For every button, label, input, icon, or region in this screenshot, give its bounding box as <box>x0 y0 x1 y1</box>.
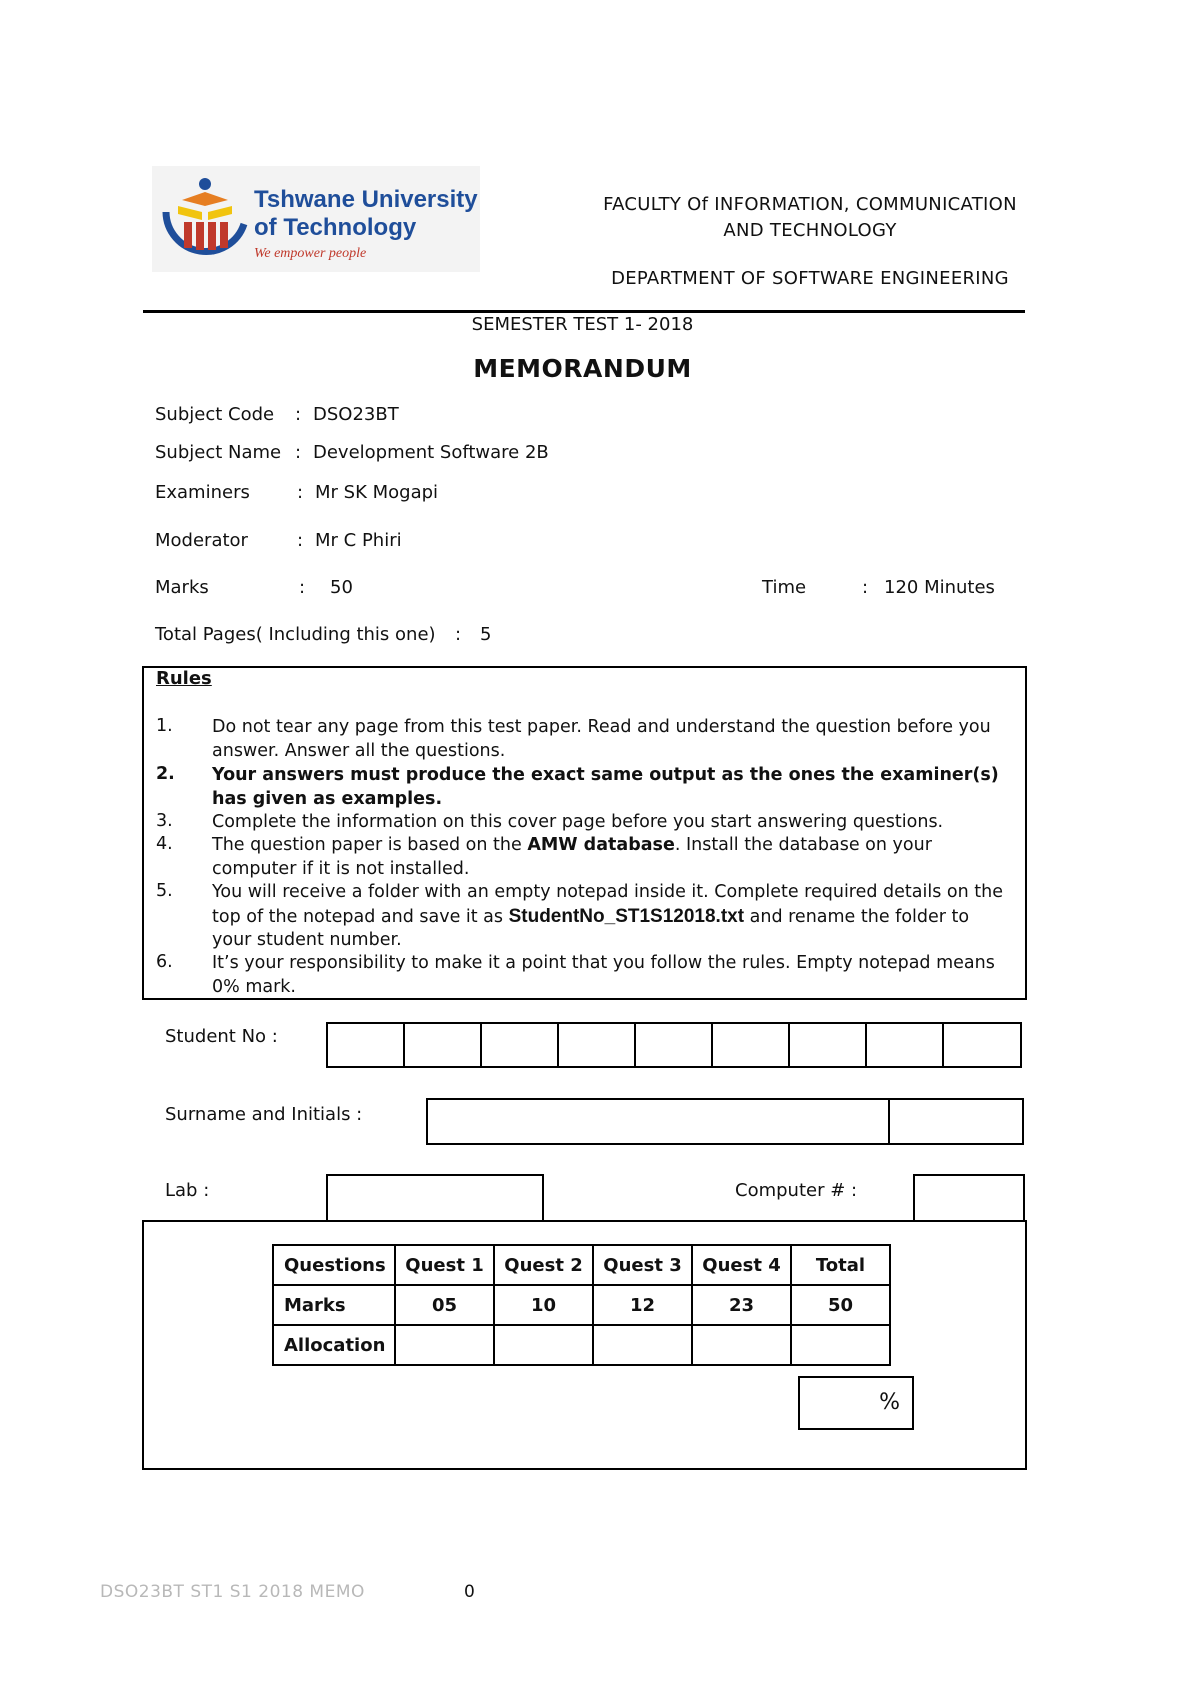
table-cell: Allocation <box>273 1325 395 1365</box>
student-no-digit-box[interactable] <box>942 1022 1022 1068</box>
initials-input[interactable] <box>888 1098 1024 1145</box>
lab-label: Lab : <box>165 1180 210 1201</box>
rule-number: 4. <box>156 834 173 854</box>
computer-input[interactable] <box>913 1174 1025 1222</box>
allocation-input[interactable] <box>395 1325 494 1365</box>
rule-4-text <box>212 834 1012 881</box>
header-divider <box>143 310 1025 313</box>
rule-6-text: It’s your responsibility to make it a point that you follow the rules. Empty notepad means 0% mark. <box>212 953 995 997</box>
rule-5-text-bold: StudentNo_ST1S12018.txt <box>508 905 745 927</box>
logo-tagline: We empower people <box>254 246 367 261</box>
table-header-cell: Total <box>791 1245 890 1285</box>
student-no-digit-box[interactable] <box>711 1022 790 1068</box>
moderator-label: Moderator <box>155 530 248 551</box>
allocation-input[interactable] <box>593 1325 692 1365</box>
page-title: MEMORANDUM <box>473 354 692 383</box>
examiners-label: Examiners <box>155 482 250 503</box>
rule-3-text: Complete the information on this cover page before you start answering questions. <box>212 812 944 832</box>
student-no-digit-box[interactable] <box>634 1022 713 1068</box>
lab-input[interactable] <box>326 1174 544 1222</box>
student-no-label: Student No : <box>165 1026 278 1047</box>
student-no-digit-box[interactable] <box>403 1022 482 1068</box>
student-no-digit-box[interactable] <box>557 1022 636 1068</box>
student-no-digit-box[interactable] <box>865 1022 944 1068</box>
table-header-cell: Quest 4 <box>692 1245 791 1285</box>
table-cell: Marks <box>273 1285 395 1325</box>
rule-number: 1. <box>156 716 173 736</box>
footer-document-code: DSO23BT ST1 S1 2018 MEMO <box>100 1582 365 1602</box>
time-value: 120 Minutes <box>884 577 995 598</box>
faculty-line1: FACULTY Of INFORMATION, COMMUNICATION <box>603 194 1017 215</box>
allocation-input[interactable] <box>494 1325 593 1365</box>
table-cell: 05 <box>395 1285 494 1325</box>
rule-4-text-pre: The question paper is based on the <box>212 835 528 855</box>
table-row <box>273 1325 890 1365</box>
time-label: Time <box>762 577 807 598</box>
rule-4-text-bold: AMW database <box>527 835 675 855</box>
colon: : <box>295 404 302 425</box>
page-number: 0 <box>464 1582 475 1602</box>
rule-4-text-post: . Install the database on your computer if it is not installed. <box>212 835 932 879</box>
rule-5-text-post: and rename the folder to your student number. <box>212 906 970 950</box>
table-row <box>273 1245 890 1285</box>
table-header-cell: Questions <box>273 1245 395 1285</box>
percentage-box[interactable] <box>798 1376 914 1430</box>
rule-number: 6. <box>156 952 173 972</box>
tut-emblem-icon <box>156 172 254 268</box>
table-cell: 10 <box>494 1285 593 1325</box>
examiners-value: Mr SK Mogapi <box>315 482 439 503</box>
rule-number: 2. <box>156 764 175 784</box>
logo-name-line2: of Technology <box>254 214 417 241</box>
rules-title: Rules <box>156 668 212 689</box>
rule-5-text <box>212 881 1012 953</box>
semester-test-label: SEMESTER TEST 1- 2018 <box>471 314 694 335</box>
marks-table <box>272 1244 891 1366</box>
table-cell: 23 <box>692 1285 791 1325</box>
logo-name-line1: Tshwane University <box>254 186 478 213</box>
table-header-cell: Quest 1 <box>395 1245 494 1285</box>
surname-label: Surname and Initials : <box>165 1104 363 1125</box>
student-no-digit-box[interactable] <box>326 1022 405 1068</box>
rule-number: 3. <box>156 811 173 831</box>
marks-label: Marks <box>155 577 209 598</box>
table-cell: 50 <box>791 1285 890 1325</box>
surname-input[interactable] <box>426 1098 890 1145</box>
rule-5-text-pre: You will receive a folder with an empty notepad inside it. Complete required details on the top of the notepad and save it as <box>212 882 1004 927</box>
moderator-value: Mr C Phiri <box>315 530 402 551</box>
subject-code-value: DSO23BT <box>313 404 399 425</box>
colon: : <box>455 624 462 645</box>
student-no-digit-box[interactable] <box>480 1022 559 1068</box>
student-no-boxes <box>326 1022 1022 1068</box>
university-logo <box>152 166 480 272</box>
student-no-digit-box[interactable] <box>788 1022 867 1068</box>
table-cell: 12 <box>593 1285 692 1325</box>
rule-1-text: Do not tear any page from this test paper. Read and understand the question before you answer. Answer all the questions. <box>212 717 991 761</box>
subject-name-value: Development Software 2B <box>313 442 549 463</box>
table-row <box>273 1285 890 1325</box>
surname-boxes <box>426 1098 1024 1145</box>
rules-box <box>142 666 1027 1000</box>
subject-code-label: Subject Code <box>155 404 275 425</box>
total-pages-value: 5 <box>480 624 492 645</box>
faculty-line2: AND TECHNOLOGY <box>723 220 897 241</box>
allocation-input[interactable] <box>692 1325 791 1365</box>
department-name: DEPARTMENT OF SOFTWARE ENGINEERING <box>611 268 1009 289</box>
table-header-cell: Quest 3 <box>593 1245 692 1285</box>
table-header-cell: Quest 2 <box>494 1245 593 1285</box>
computer-label: Computer # : <box>735 1180 858 1201</box>
total-pages-label: Total Pages( Including this one) <box>155 624 436 645</box>
marks-value: 50 <box>330 577 353 598</box>
colon: : <box>295 442 302 463</box>
colon: : <box>297 482 304 503</box>
colon: : <box>297 530 304 551</box>
subject-name-label: Subject Name <box>155 442 282 463</box>
rule-2-text: Your answers must produce the exact same output as the ones the examiner(s) has given as examples. <box>212 765 999 809</box>
percent-symbol: % <box>879 1390 900 1415</box>
allocation-input[interactable] <box>791 1325 890 1365</box>
colon: : <box>862 577 869 598</box>
colon: : <box>299 577 306 598</box>
rule-number: 5. <box>156 881 173 901</box>
